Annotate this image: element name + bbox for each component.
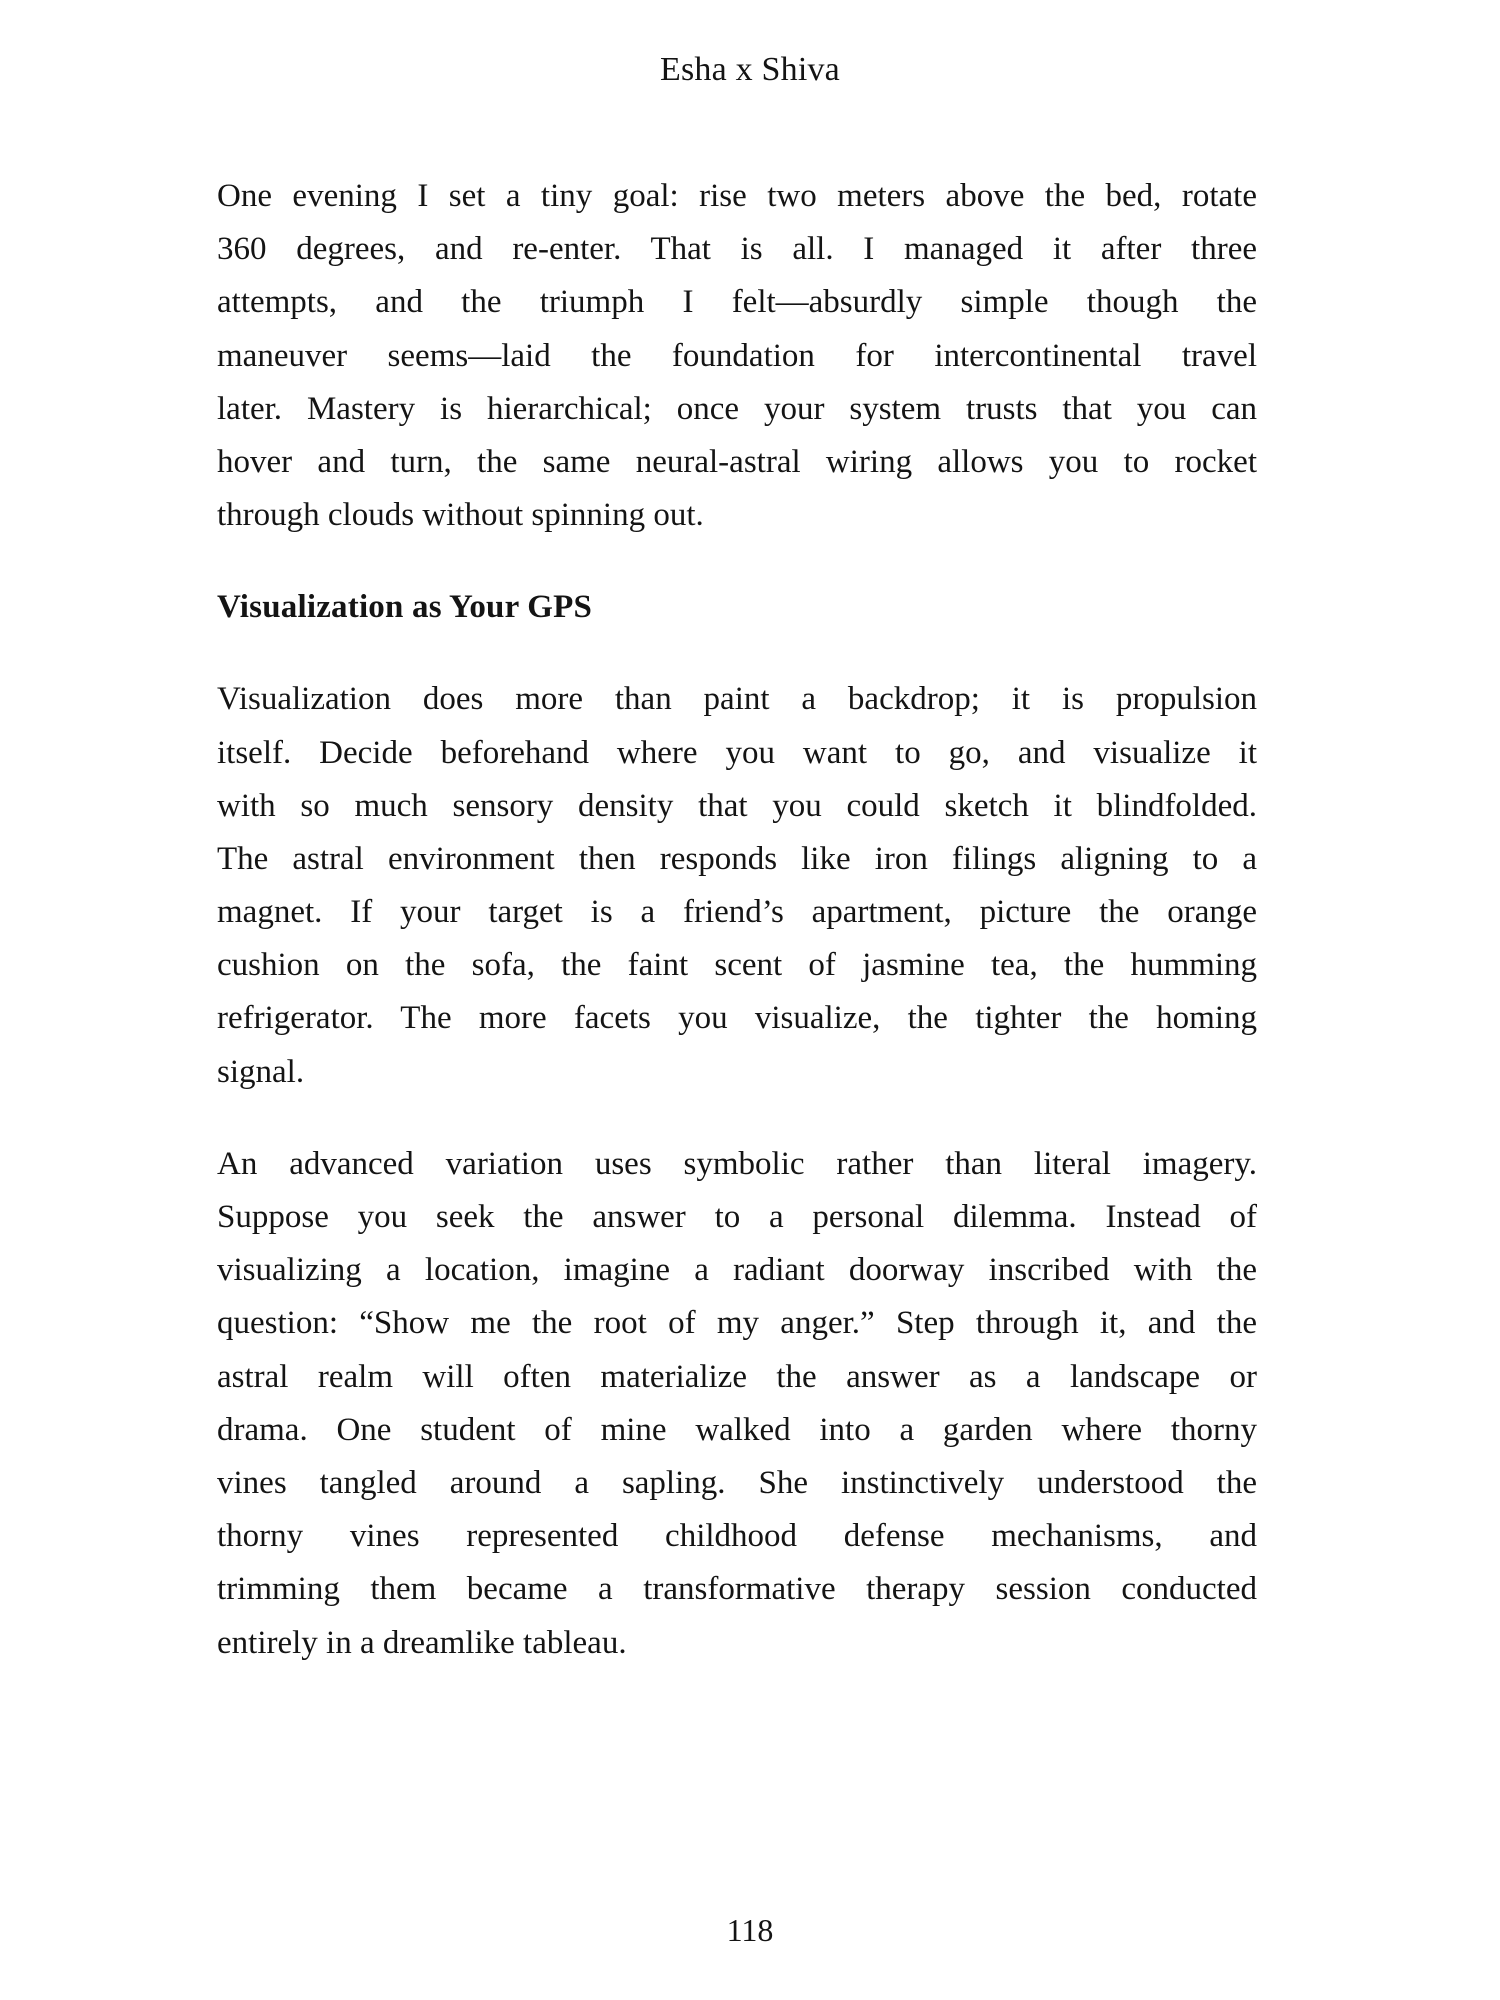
text-line: An advanced variation uses symbolic rather than literal imagery. — [217, 1145, 1257, 1182]
text-line: with so much sensory density that you could sketch it blindfolded. — [217, 787, 1257, 824]
text-line: visualizing a location, imagine a radiant doorway inscribed with the — [217, 1252, 1257, 1289]
text-line: signal. — [217, 1053, 305, 1090]
running-head: Esha x Shiva — [660, 51, 840, 88]
text-line: attempts, and the triumph I felt—absurdly simple though the — [217, 284, 1257, 321]
text-line: Visualization does more than paint a backdrop; it is propulsion — [217, 681, 1257, 718]
text-line: hover and turn, the same neural-astral wiring allows you to rocket — [217, 443, 1257, 480]
paragraph-2 — [217, 673, 1257, 1099]
paragraph-1 — [217, 170, 1257, 542]
text-line: trimming them became a transformative therapy session conducted — [217, 1571, 1257, 1608]
text-line: drama. One student of mine walked into a garden where thorny — [217, 1411, 1257, 1448]
text-line: vines tangled around a sapling. She instinctively understood the — [217, 1464, 1257, 1501]
text-line: astral realm will often materialize the answer as a landscape or — [217, 1358, 1257, 1395]
text-line: The astral environment then responds like iron filings aligning to a — [217, 840, 1257, 877]
text-line: 360 degrees, and re-enter. That is all. I managed it after three — [217, 231, 1257, 268]
text-line: Suppose you seek the answer to a personal dilemma. Instead of — [217, 1199, 1257, 1235]
text-line: question: “Show me the root of my anger.” Step through it, and the — [217, 1305, 1257, 1342]
text-line: through clouds without spinning out. — [217, 497, 704, 534]
text-line: thorny vines represented childhood defense mechanisms, and — [217, 1518, 1257, 1555]
text-line: cushion on the sofa, the faint scent of jasmine tea, the humming — [217, 947, 1257, 984]
text-line: maneuver seems—laid the foundation for intercontinental travel — [217, 337, 1257, 374]
text-line: itself. Decide beforehand where you want to go, and visualize it — [217, 734, 1257, 771]
text-line: One evening I set a tiny goal: rise two meters above the bed, rotate — [217, 178, 1257, 214]
text-line: refrigerator. The more facets you visualize, the tighter the homing — [217, 1000, 1257, 1037]
text-line: later. Mastery is hierarchical; once your system trusts that you can — [217, 390, 1257, 427]
body-text — [217, 170, 1257, 1709]
text-line: entirely in a dreamlike tableau. — [217, 1624, 627, 1661]
text-line: magnet. If your target is a friend’s apartment, picture the orange — [217, 894, 1257, 931]
section-heading: Visualization as Your GPS — [217, 589, 593, 626]
page-number: 118 — [726, 1912, 774, 1948]
paragraph-3 — [217, 1138, 1257, 1670]
